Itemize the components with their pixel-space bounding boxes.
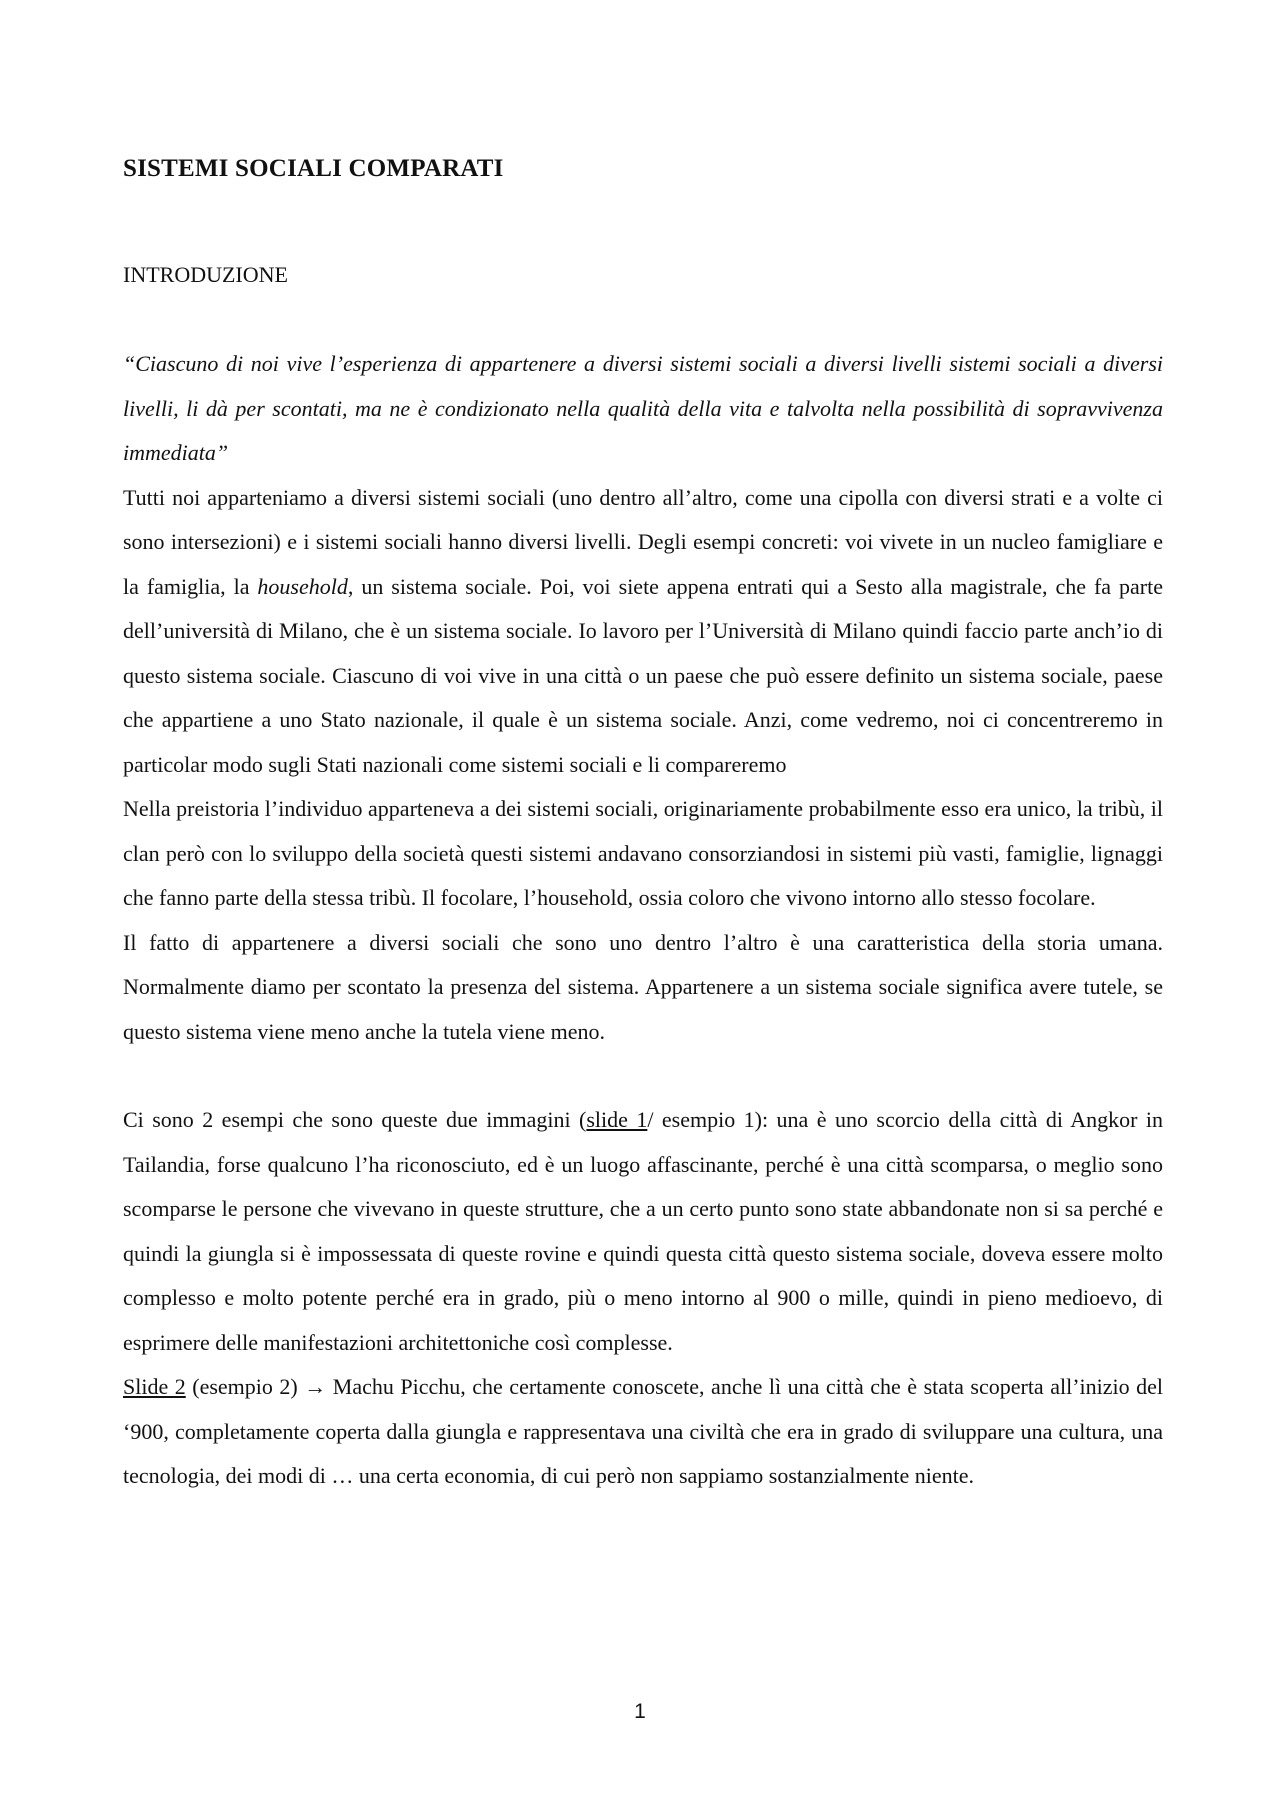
paragraph-5-text-b: Machu Picchu, che certamente conoscete, anche lì una città che è stata scoperta all’inizio del ‘900, completamente coperta dalla giungla e rappresentava una civiltà che era in grado di sviluppare una cultura, una tecnologia, dei modi di … una certa economia, di cui però non sappiamo sostanzialmente niente.: [123, 1374, 1164, 1488]
paragraph-5: [123, 1365, 1163, 1499]
paragraph-4: [123, 1098, 1163, 1365]
slide-2-link[interactable]: Slide 2: [123, 1374, 186, 1399]
household-emphasis: household: [257, 573, 348, 599]
paragraph-1: [123, 476, 1163, 788]
document-title: SISTEMI SOCIALI COMPARATI: [123, 155, 504, 182]
paragraph-4-text-b: / esempio 1): una è uno scorcio della città di Angkor in Tailandia, forse qualcuno l’ha riconosciuto, ed è un luogo affascinante, perché è una città scomparsa, o meglio sono scomparse le persone che vivevano in queste strutture, che a un certo punto sono state abbandonate non si sa perché e quindi la giungla si è impossessata di queste rovine e quindi questa città questo sistema sociale, doveva essere molto complesso e molto potente perché era in grado, più o meno intorno al 900 o mille, quindi in pieno medioevo, di esprimere delle manifestazioni architettoniche così complesse.: [123, 1107, 1163, 1355]
paragraph-spacer: [123, 1054, 1163, 1098]
paragraph-3: Il fatto di appartenere a diversi sociali che sono uno dentro l’altro è una caratteristica della storia umana. Normalmente diamo per scontato la presenza del sistema. Appartenere a un sistema sociale significa avere tutele, se questo sistema viene meno anche la tutela viene meno.: [123, 929, 1163, 1044]
opening-quote: “Ciascuno di noi vive l’esperienza di appartenere a diversi sistemi sociali a diversi livelli sistemi sociali a diversi livelli, li dà per scontati, ma ne è condizionato nella qualità della vita e talvolta nella possibilità di sopravvivenza immediata”: [123, 351, 1163, 465]
paragraph-5-text-a: (esempio 2): [185, 1374, 305, 1399]
slide-1-link[interactable]: slide 1: [586, 1107, 648, 1132]
page-number: 1: [634, 1700, 646, 1723]
right-arrow-icon: →: [304, 1374, 327, 1399]
paragraph-1-text-a: Tutti noi apparteniamo a diversi sistemi sociali (uno dentro all’altro, come una cipolla con diversi strati e a volte ci sono intersezioni) e i sistemi sociali hanno diversi livelli. Degli esempi concreti: voi vivete in un nucleo famigliare e la famiglia, la: [123, 484, 1163, 599]
paragraph-4-text-a: Ci sono 2 esempi che sono queste due immagini (: [123, 1107, 587, 1132]
paragraph-1-text-b: , un sistema sociale. Poi, voi siete appena entrati qui a Sesto alla magistrale, che fa parte dell’università di Milano, che è un sistema sociale. Io lavoro per l’Università di Milano quindi faccio parte anch’io di questo sistema sociale. Ciascuno di voi vive in una città o un paese che può essere definito un sistema sociale, paese che appartiene a uno Stato nazionale, il quale è un sistema sociale. Anzi, come vedremo, noi ci concentreremo in particolar modo sugli Stati nazionali come sistemi sociali e li compareremo: [123, 573, 1163, 777]
section-heading: INTRODUZIONE: [123, 262, 288, 287]
document-body: [123, 342, 1163, 1499]
paragraph-2: Nella preistoria l’individuo apparteneva a dei sistemi sociali, originariamente probabilmente esso era unico, la tribù, il clan però con lo sviluppo della società questi sistemi andavano consorziandosi in sistemi più vasti, famiglie, lignaggi che fanno parte della stessa tribù. Il focolare, l’household, ossia coloro che vivono intorno allo stesso focolare.: [123, 796, 1163, 910]
